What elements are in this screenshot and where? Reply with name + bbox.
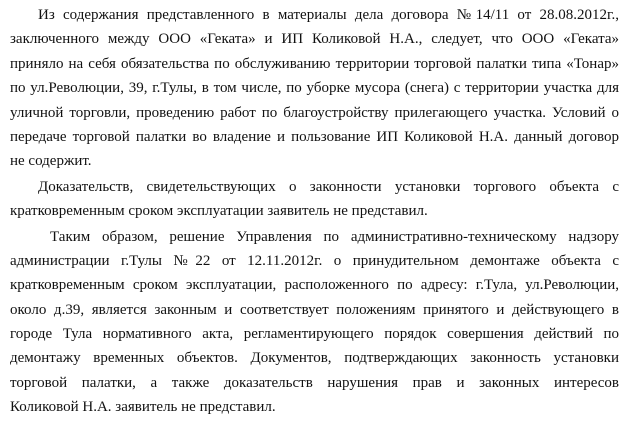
- text-line: торговой палатки, а также доказательств нарушения прав и законных интересов: [10, 374, 619, 391]
- text-line: заключенного между ООО «Геката» и ИП Коликовой Н.А., следует, что ООО «Геката»: [10, 31, 619, 48]
- paragraph-evidence: [10, 175, 619, 224]
- text-line: демонтажу временных объектов. Документов, подтверждающих законность установки: [10, 350, 619, 367]
- text-line: Коликовой Н.А. заявитель не представил.: [10, 399, 276, 416]
- text-line: уличной торговли, проведению работ по благоустройству прилегающего участка. Условий о: [10, 104, 619, 121]
- text-line: кратковременным сроком эксплуатации заявитель не представил.: [10, 203, 428, 220]
- paragraph-conclusion: [10, 225, 619, 420]
- text-line: Доказательств, свидетельствующих о законности установки торгового объекта с: [38, 178, 619, 195]
- text-line: передаче торговой палатки во владение и пользование ИП Коликовой Н.А. данный договор: [10, 128, 619, 145]
- text-line: кратковременным сроком эксплуатации, расположенного по адресу: г.Тула, ул.Революции,: [10, 277, 619, 294]
- text-line: Из содержания представленного в материалы дела договора №14/11 от 28.08.2012г.,: [38, 7, 619, 23]
- text-line: городе Тула нормативного акта, регламентирующего порядок совершения действий по: [10, 326, 619, 343]
- text-line: приняло на себя обязательства по обслуживанию территории торговой палатки типа «Тонар»: [10, 55, 619, 72]
- text-line: не содержит.: [10, 153, 92, 170]
- text-line: около д.39, является законным и соответствует положениям принятого и действующего в: [10, 301, 619, 318]
- text-line: Таким образом, решение Управления по административно-техническому надзору: [50, 228, 619, 245]
- text-line: администрации г.Тулы №22 от 12.11.2012г. о принудительном демонтаже объекта с: [10, 252, 619, 269]
- paragraph-contract: [10, 3, 619, 174]
- text-line: по ул.Революции, 39, г.Тулы, в том числе, по уборке мусора (снега) с территории участка для: [10, 80, 619, 97]
